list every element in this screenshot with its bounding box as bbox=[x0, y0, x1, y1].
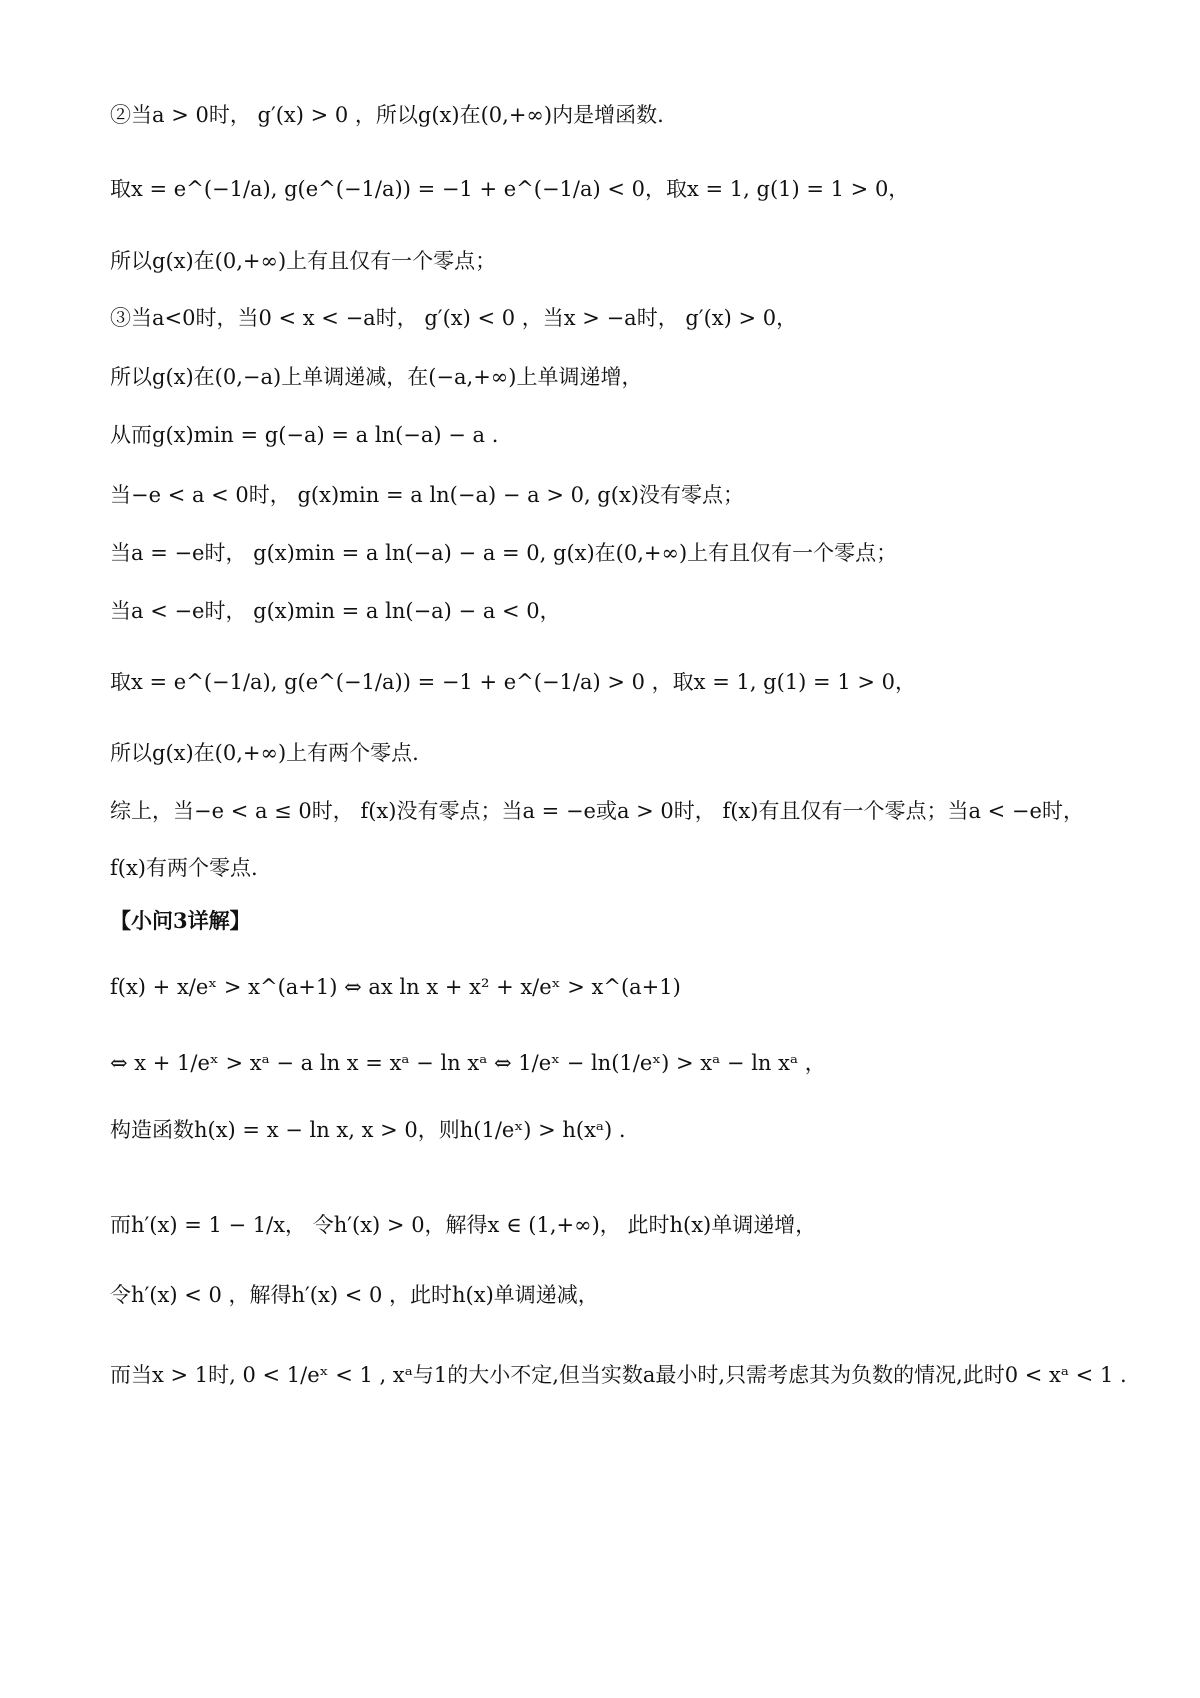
text-line: 取x = e^(−1/a), g(e^(−1/a)) = −1 + e^(−1/a) < 0，取x = 1, g(1) = 1 > 0， bbox=[110, 177, 910, 201]
text-line: 当a = −e时， g(x)min = a ln(−a) − a = 0, g(x)在(0,+∞)上有且仅有一个零点； bbox=[110, 541, 898, 565]
section-heading: 【小问3详解】 bbox=[110, 908, 251, 933]
text-line: 从而g(x)min = g(−a) = a ln(−a) − a . bbox=[110, 423, 499, 447]
text-line: 所以g(x)在(0,+∞)上有且仅有一个零点； bbox=[110, 249, 497, 273]
text-line: ③当a<0时，当0 < x < −a时， g′(x) < 0 ，当x > −a时， g′(x) > 0， bbox=[110, 306, 798, 330]
text-line: f(x)有两个零点. bbox=[110, 856, 258, 880]
text-line: 所以g(x)在(0,−a)上单调递减，在(−a,+∞)上单调递增， bbox=[110, 365, 643, 389]
text-line: 而h′(x) = 1 − 1/x， 令h′(x) > 0，解得x ∈ (1,+∞)， 此时h(x)单调递增， bbox=[110, 1213, 817, 1237]
text-line: 令h′(x) < 0 ，解得h′(x) < 0 ，此时h(x)单调递减， bbox=[110, 1283, 599, 1307]
text-line: 所以g(x)在(0,+∞)上有两个零点. bbox=[110, 741, 419, 765]
text-line: 当a < −e时， g(x)min = a ln(−a) − a < 0， bbox=[110, 599, 561, 623]
text-line: 综上，当−e < a ≤ 0时， f(x)没有零点；当a = −e或a > 0时， f(x)有且仅有一个零点；当a < −e时， bbox=[110, 799, 1084, 823]
text-line: ②当a > 0时， g′(x) > 0 ，所以g(x)在(0,+∞)内是增函数. bbox=[110, 103, 664, 127]
formula-line: ⇔ x + 1/eˣ > xᵃ − a ln x = xᵃ − ln xᵃ ⇔ 1/eˣ − ln(1/eˣ) > xᵃ − ln xᵃ ， bbox=[110, 1051, 826, 1075]
text-line: 构造函数h(x) = x − ln x, x > 0，则h(1/eˣ) > h(xᵃ) . bbox=[110, 1118, 626, 1142]
text-line: 当−e < a < 0时， g(x)min = a ln(−a) − a > 0, g(x)没有零点； bbox=[110, 483, 744, 507]
formula-line: f(x) + x/eˣ > x^(a+1) ⇔ ax ln x + x² + x/eˣ > x^(a+1) bbox=[110, 975, 681, 999]
text-line: 而当x > 1时, 0 < 1/eˣ < 1 , xᵃ与1的大小不定,但当实数a最小时,只需考虑其为负数的情况,此时0 < xᵃ < 1 . bbox=[110, 1363, 1127, 1387]
text-line: 取x = e^(−1/a), g(e^(−1/a)) = −1 + e^(−1/a) > 0 ，取x = 1, g(1) = 1 > 0， bbox=[110, 670, 916, 694]
